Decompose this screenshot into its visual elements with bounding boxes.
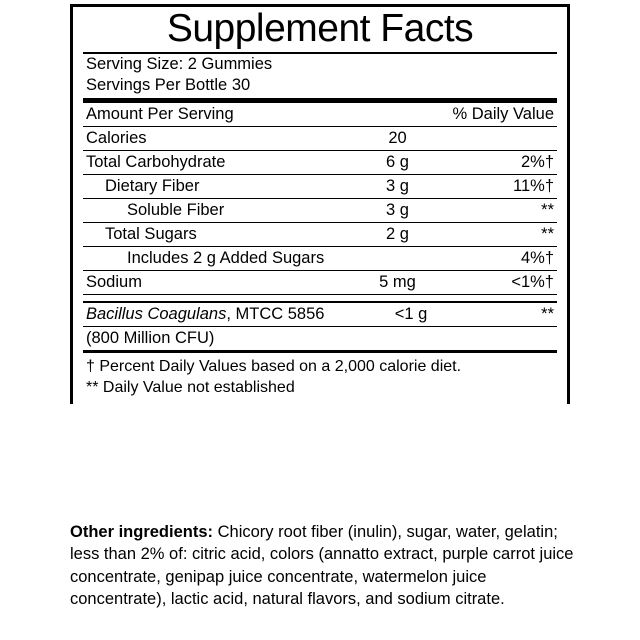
nutrient-name: Includes 2 g Added Sugars xyxy=(83,246,343,270)
table-row xyxy=(83,303,557,327)
probiotic-sub-dv-spacer xyxy=(466,326,557,350)
other-ingredients xyxy=(70,521,575,611)
nutrient-amount xyxy=(343,246,453,270)
nutrition-table xyxy=(83,103,557,295)
footnote-dv-not-established: ** Daily Value not established xyxy=(86,378,295,396)
nutrient-name: Calories xyxy=(83,126,343,150)
nutrient-amount: 3 g xyxy=(343,174,453,198)
probiotic-name xyxy=(83,303,356,327)
probiotic-name-italic: Bacillus Coagulans xyxy=(86,304,227,323)
nutrient-amount: 3 g xyxy=(343,198,453,222)
probiotic-amount: <1 g xyxy=(356,303,466,327)
table-row xyxy=(83,246,557,270)
header-amount-per-serving: Amount Per Serving xyxy=(83,103,343,127)
nutrient-name: Total Carbohydrate xyxy=(83,150,343,174)
nutrient-dv: 4%† xyxy=(453,246,558,270)
table-header-row xyxy=(83,103,557,127)
table-row xyxy=(83,326,557,350)
header-amount-spacer xyxy=(343,103,453,127)
nutrient-name: Soluble Fiber xyxy=(83,198,343,222)
nutrient-dv xyxy=(453,126,558,150)
other-ingredients-text: Chicory root fiber (inulin), sugar, water, gelatin; less than 2% of: citric acid, colors (annatto extract, purple carrot juice concentrate, genipap juice concentrate, watermelon juice concentrate), lactic acid, natural flavors, and sodium citrate. xyxy=(70,523,574,609)
serving-size: Serving Size: 2 Gummies xyxy=(86,54,273,73)
nutrient-name: Dietary Fiber xyxy=(83,174,343,198)
nutrient-name: Total Sugars xyxy=(83,222,343,246)
probiotic-name-rest: , MTCC 5856 xyxy=(226,304,325,323)
probiotic-table xyxy=(83,303,557,351)
table-row xyxy=(83,126,557,150)
table-row xyxy=(83,174,557,198)
supplement-facts-panel xyxy=(70,4,570,404)
nutrient-dv: ** xyxy=(453,198,558,222)
nutrient-dv: 2%† xyxy=(453,150,558,174)
footnotes xyxy=(83,353,557,399)
probiotic-dv: ** xyxy=(466,303,557,327)
header-daily-value: % Daily Value xyxy=(453,103,558,127)
table-row xyxy=(83,270,557,294)
footnote-daily-value-basis: † Percent Daily Values based on a 2,000 calorie diet. xyxy=(86,357,462,375)
nutrient-name: Sodium xyxy=(83,270,343,294)
nutrient-amount: 6 g xyxy=(343,150,453,174)
nutrient-amount: 20 xyxy=(343,126,453,150)
table-row xyxy=(83,150,557,174)
nutrient-dv: <1%† xyxy=(453,270,558,294)
nutrient-amount: 5 mg xyxy=(343,270,453,294)
panel-title: Supplement Facts xyxy=(166,7,474,50)
serving-info xyxy=(83,54,557,96)
probiotic-cfu: (800 Million CFU) xyxy=(83,326,356,350)
other-ingredients-label: Other ingredients: xyxy=(70,523,214,541)
nutrient-dv: 11%† xyxy=(453,174,558,198)
nutrient-amount: 2 g xyxy=(343,222,453,246)
nutrient-dv: ** xyxy=(453,222,558,246)
servings-per-bottle: Servings Per Bottle 30 xyxy=(86,75,251,94)
probiotic-sub-amount-spacer xyxy=(356,326,466,350)
table-row xyxy=(83,222,557,246)
table-row xyxy=(83,198,557,222)
